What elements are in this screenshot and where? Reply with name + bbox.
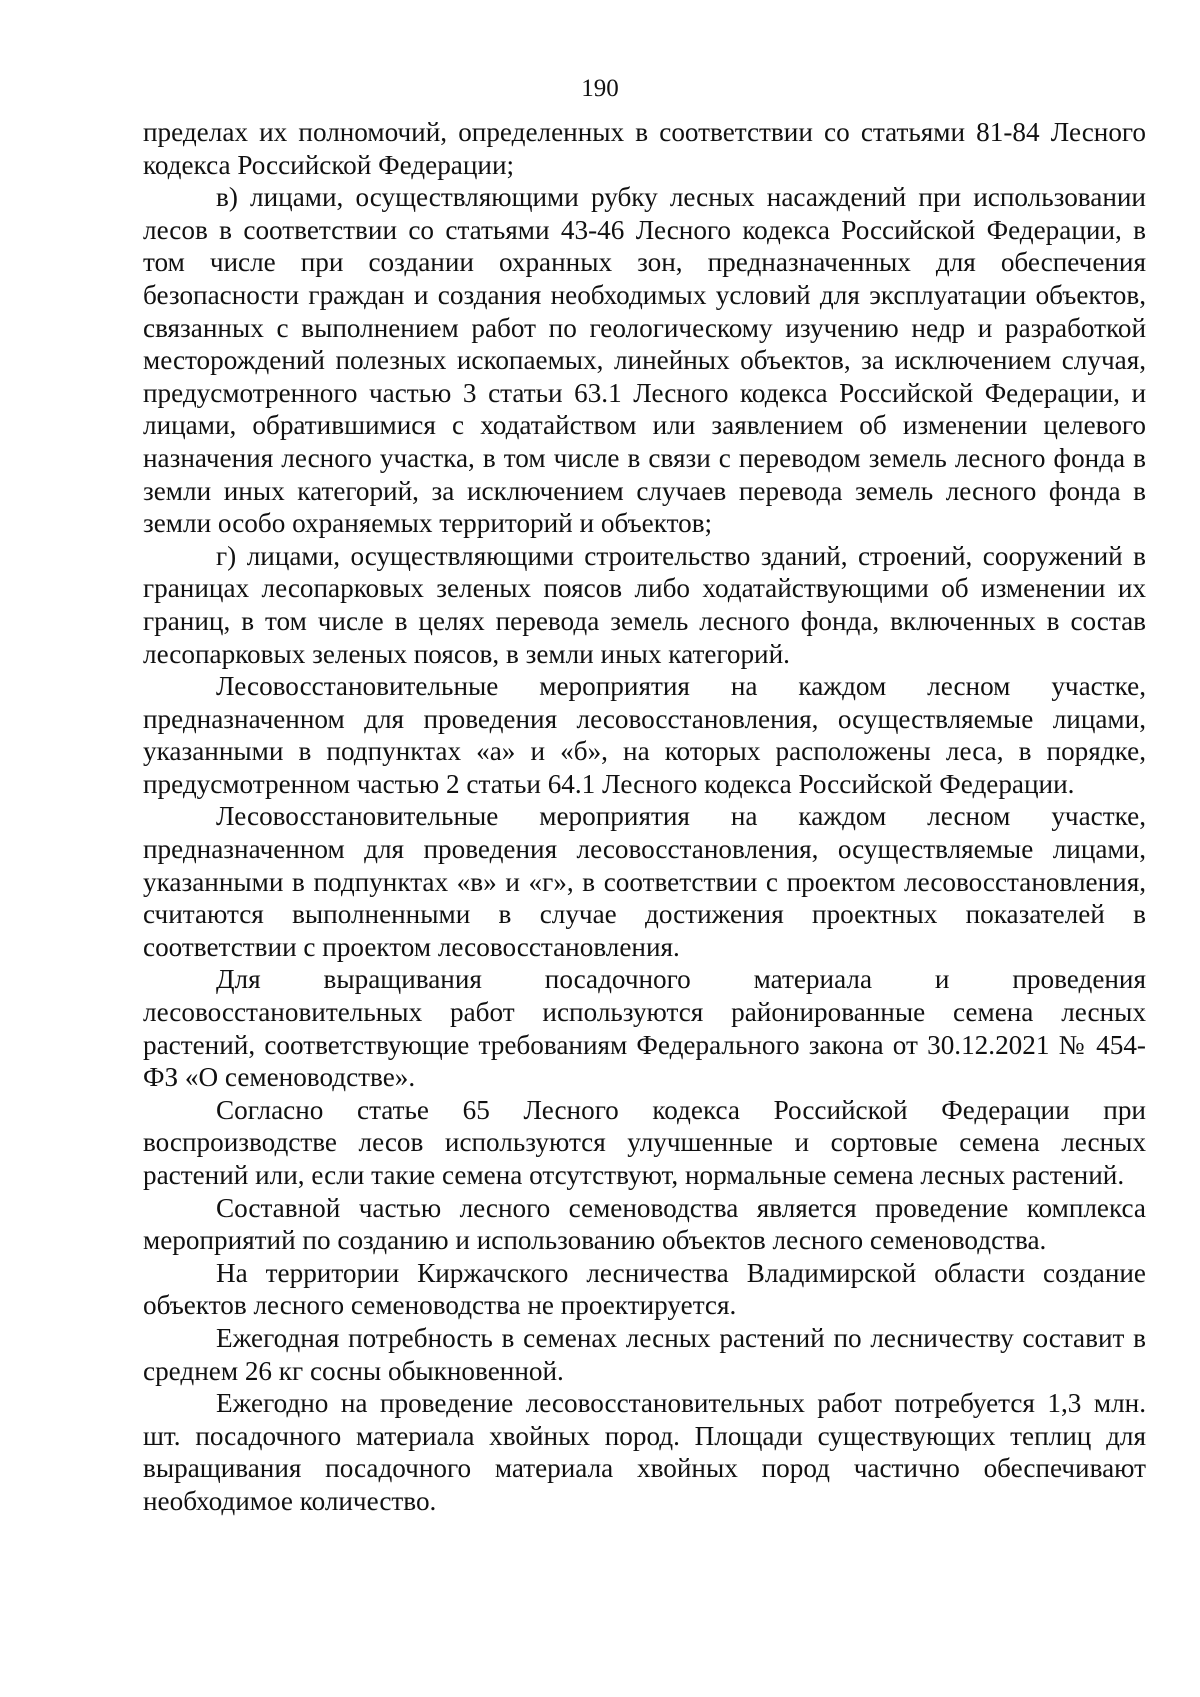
- paragraph-seed-production: Составной частью лесного семеноводства является проведение комплекса мероприятий по созданию и использованию объектов лесного семеноводства.: [143, 1192, 1146, 1256]
- paragraph-item-g: г) лицами, осуществляющими строительство зданий, строений, сооружений в границах лесопарковых зеленых поясов либо ходатайствующими об изменении их границ, в том числе в целях перевода земель лесного фонда, включенных в состав лесопарковых зеленых поясов, в земли иных категорий.: [143, 540, 1146, 669]
- paragraph-seed-requirements: Для выращивания посадочного материала и проведения лесовосстановительных работ используются районированные семена лесных растений, соответствующие требованиям Федерального закона от 30.12.2021 № 454-ФЗ «О семеноводстве».: [143, 964, 1146, 1093]
- paragraph-continuation: пределах их полномочий, определенных в соответствии со статьями 81-84 Лесного кодекса Российской Федерации;: [143, 117, 1146, 180]
- paragraph-item-v: в) лицами, осуществляющими рубку лесных насаждений при использовании лесов в соответствии со статьями 43-46 Лесного кодекса Российской Федерации, в том числе при создании охранных зон, предназначенных для обеспечения безопасности граждан и создания необходимых условий для эксплуатации объектов, связанных с выполнением работ по геологическому изучению недр и разработкой месторождений полезных ископаемых, линейных объектов, за исключением случая, предусмотренного частью 3 статьи 63.1 Лесного кодекса Российской Федерации, и лицами, обратившимися с ходатайством или заявлением об изменении целевого назначения лесного участка, в том числе в связи с переводом земель лесного фонда в земли иных категорий, за исключением случаев перевода земель лесного фонда в земли особо охраняемых территорий и объектов;: [143, 182, 1146, 539]
- page-number: 190: [581, 75, 619, 102]
- paragraph-article-65: Согласно статье 65 Лесного кодекса Российской Федерации при воспроизводстве лесов используются улучшенные и сортовые семена лесных растений или, если такие семена отсутствуют, нормальные семена лесных растений.: [143, 1094, 1146, 1190]
- paragraph-reforestation-a-b: Лесовосстановительные мероприятия на каждом лесном участке, предназначенном для проведения лесовосстановления, осуществляемые лицами, указанными в подпунктах «а» и «б», на которых расположены леса, в порядке, предусмотренном частью 2 статьи 64.1 Лесного кодекса Российской Федерации.: [143, 671, 1146, 799]
- paragraph-planting-material: Ежегодно на проведение лесовосстановительных работ потребуется 1,3 млн. шт. посадочного материала хвойных пород. Площади существующих теплиц для выращивания посадочного материала хвойных пород частично обеспечивают необходимое количество.: [143, 1388, 1146, 1516]
- paragraph-kirzhach-forestry: На территории Киржачского лесничества Владимирской области создание объектов лесного семеноводства не проектируется.: [143, 1257, 1146, 1321]
- paragraph-reforestation-v-g: Лесовосстановительные мероприятия на каждом лесном участке, предназначенном для проведения лесовосстановления, осуществляемые лицами, указанными в подпунктах «в» и «г», в соответствии с проектом лесовосстановления, считаются выполненными в случае достижения проектных показателей в соответствии с проектом лесовосстановления.: [143, 801, 1146, 962]
- paragraph-annual-seed-need: Ежегодная потребность в семенах лесных растений по лесничеству составит в среднем 26 кг сосны обыкновенной.: [143, 1322, 1146, 1386]
- document-body: [143, 116, 1146, 1518]
